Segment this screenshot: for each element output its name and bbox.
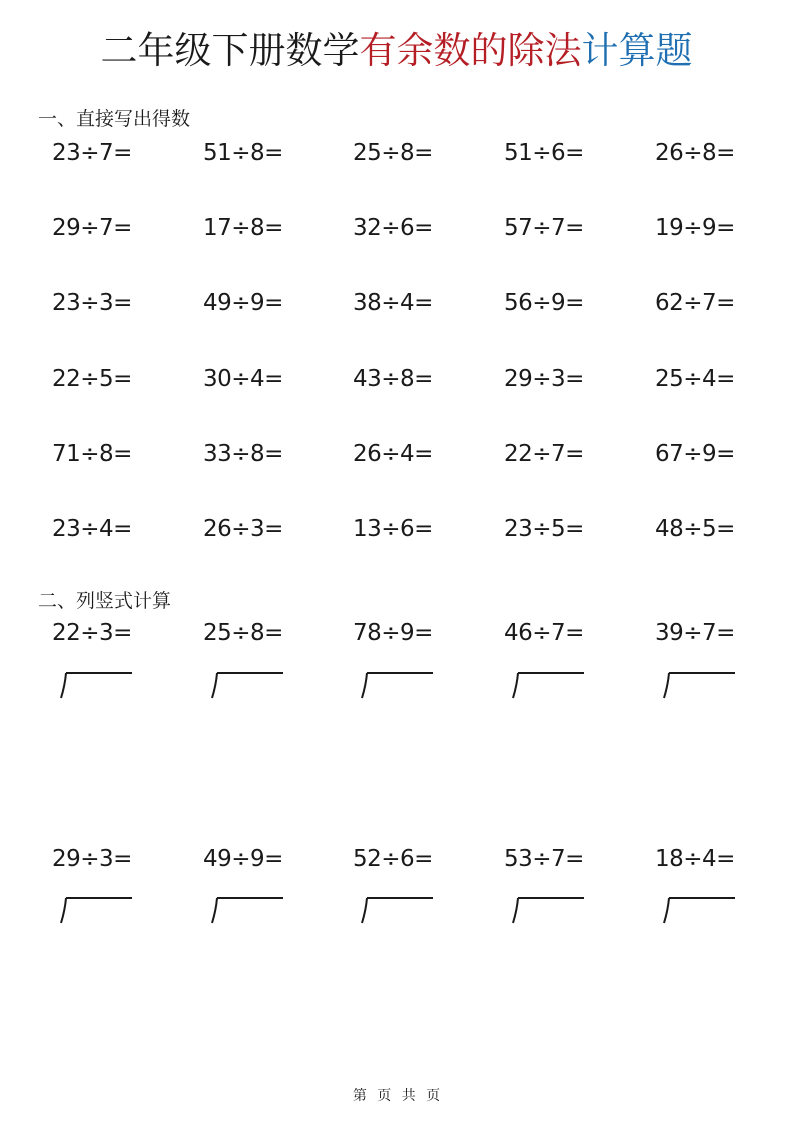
long-division-bracket-icon: [209, 894, 285, 926]
vertical-calc-problem: 18÷4=: [655, 846, 735, 872]
long-division-bracket-icon: [359, 894, 435, 926]
oral-problem: 23÷7=: [52, 140, 132, 166]
oral-problem: 17÷8=: [203, 215, 283, 241]
oral-problem: 26÷8=: [655, 140, 735, 166]
vertical-calc-problem: 46÷7=: [504, 620, 584, 646]
oral-problem: 33÷8=: [203, 441, 283, 467]
vertical-calc-problem: 49÷9=: [203, 846, 283, 872]
oral-problem: 26÷4=: [353, 441, 433, 467]
oral-problem: 25÷8=: [353, 140, 433, 166]
title-topic-part: 有余数的除法: [359, 29, 582, 72]
long-division-bracket-icon: [661, 669, 737, 701]
oral-problem: 23÷3=: [52, 290, 132, 316]
section1-heading: 一、直接写出得数: [38, 108, 191, 130]
long-division-bracket-icon: [510, 894, 586, 926]
page-footer: 第 页 共 页: [352, 1088, 441, 1104]
long-division-bracket-icon: [510, 669, 586, 701]
vertical-calc-problem: 52÷6=: [353, 846, 433, 872]
oral-problem: 30÷4=: [203, 366, 283, 392]
oral-problem: 29÷7=: [52, 215, 132, 241]
vertical-calc-problem: 29÷3=: [52, 846, 132, 872]
oral-problem: 26÷3=: [203, 516, 283, 542]
page-title: [0, 26, 793, 76]
long-division-bracket-icon: [209, 669, 285, 701]
title-type-part: 计算题: [581, 29, 693, 72]
oral-problem: 23÷4=: [52, 516, 132, 542]
oral-problem: 22÷7=: [504, 441, 584, 467]
oral-problem: 71÷8=: [52, 441, 132, 467]
oral-problem: 62÷7=: [655, 290, 735, 316]
oral-problem: 49÷9=: [203, 290, 283, 316]
vertical-calc-problem: 39÷7=: [655, 620, 735, 646]
oral-problem: 48÷5=: [655, 516, 735, 542]
oral-problem: 43÷8=: [353, 366, 433, 392]
long-division-bracket-icon: [359, 669, 435, 701]
long-division-bracket-icon: [58, 669, 134, 701]
oral-problem: 38÷4=: [353, 290, 433, 316]
oral-problem: 32÷6=: [353, 215, 433, 241]
oral-problem: 13÷6=: [353, 516, 433, 542]
oral-problem: 23÷5=: [504, 516, 584, 542]
section2-heading: 二、列竖式计算: [38, 590, 172, 612]
oral-problem: 67÷9=: [655, 441, 735, 467]
oral-problem: 56÷9=: [504, 290, 584, 316]
oral-problem: 25÷4=: [655, 366, 735, 392]
long-division-bracket-icon: [661, 894, 737, 926]
oral-problem: 19÷9=: [655, 215, 735, 241]
vertical-calc-problem: 25÷8=: [203, 620, 283, 646]
title-grade-part: 二年级下册数学: [100, 29, 360, 72]
vertical-calc-problem: 22÷3=: [52, 620, 132, 646]
oral-problem: 57÷7=: [504, 215, 584, 241]
oral-problem: 51÷8=: [203, 140, 283, 166]
vertical-calc-problem: 53÷7=: [504, 846, 584, 872]
oral-problem: 29÷3=: [504, 366, 584, 392]
long-division-bracket-icon: [58, 894, 134, 926]
vertical-calc-problem: 78÷9=: [353, 620, 433, 646]
oral-problem: 51÷6=: [504, 140, 584, 166]
oral-problem: 22÷5=: [52, 366, 132, 392]
